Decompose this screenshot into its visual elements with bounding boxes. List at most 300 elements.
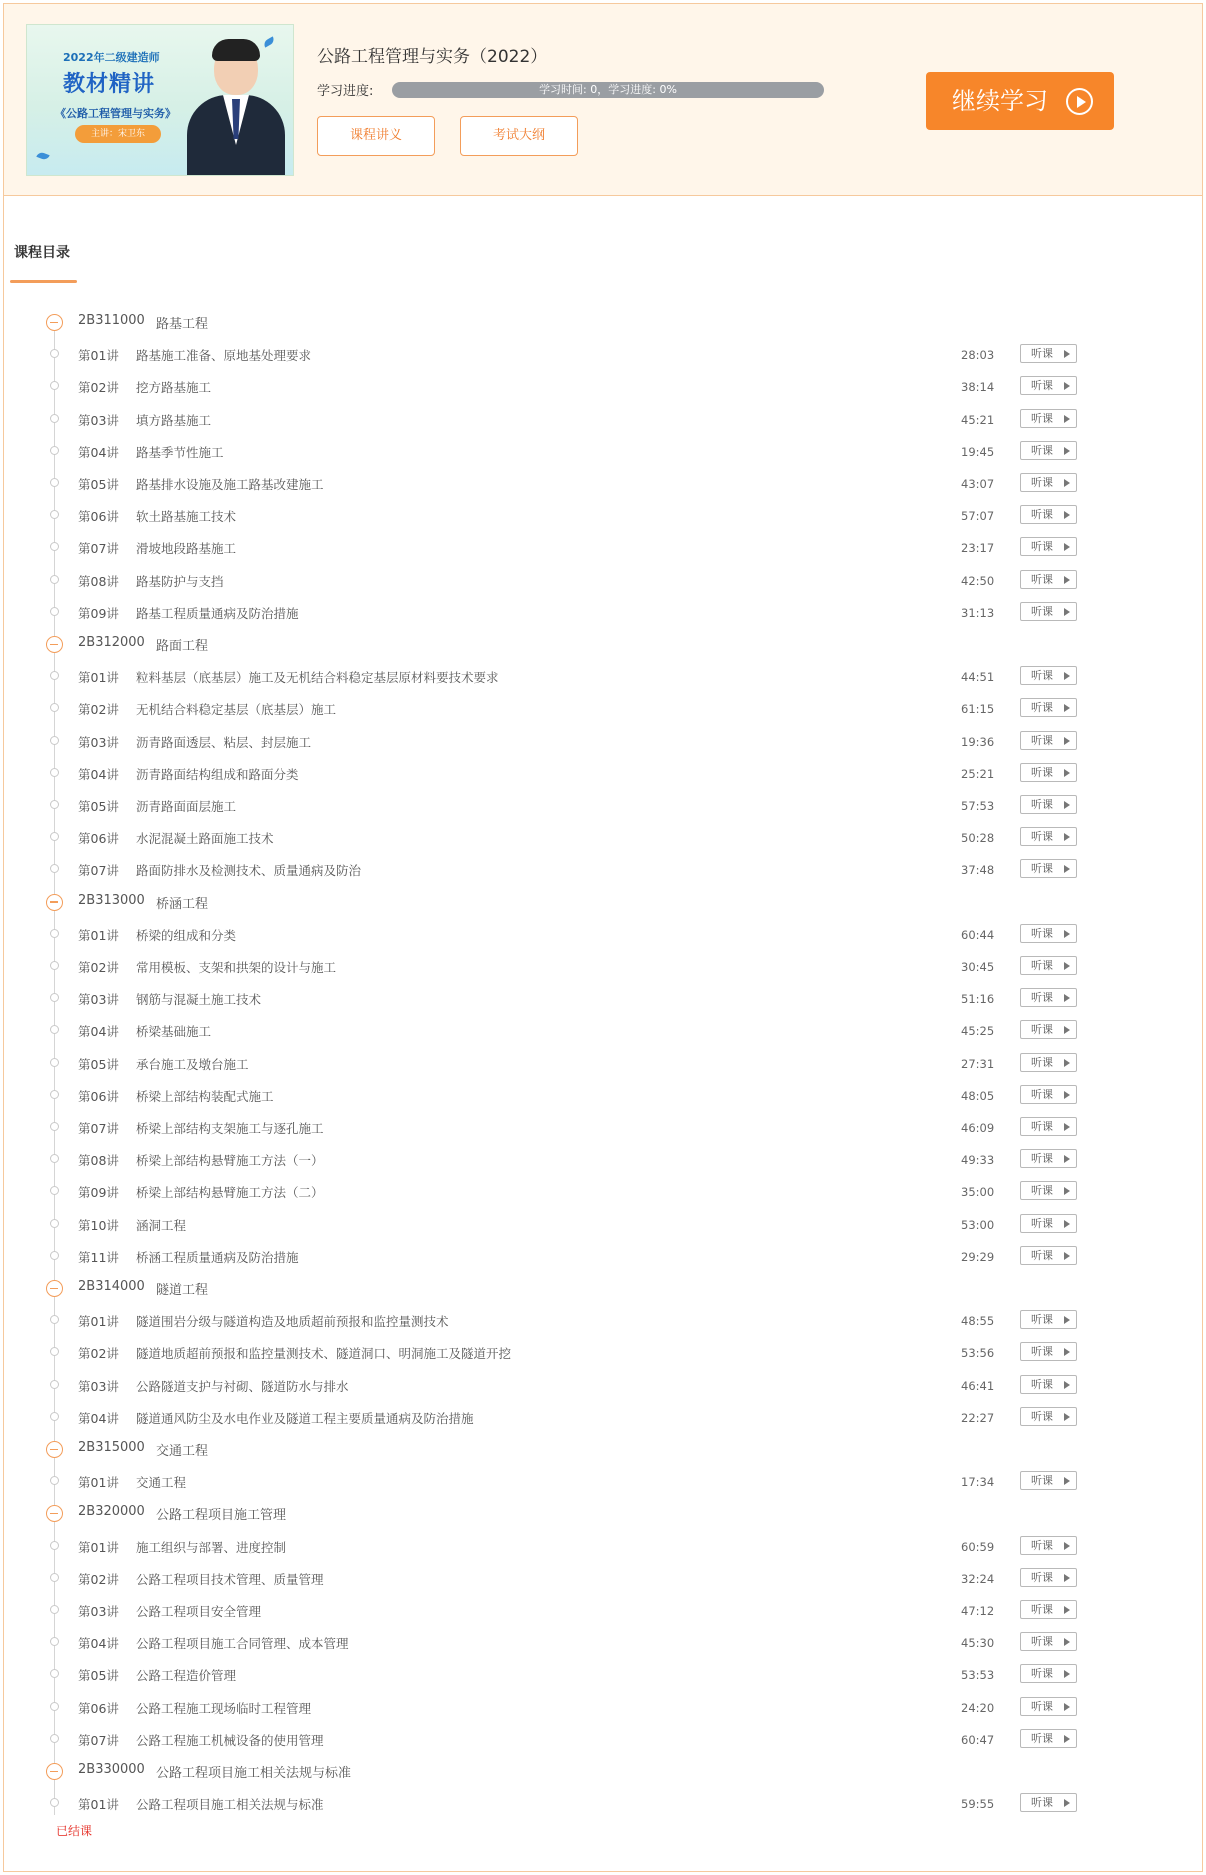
play-icon (1064, 1026, 1070, 1034)
listen-button-label: 听课 (1031, 1248, 1053, 1262)
chapter-row[interactable] (4, 1755, 1202, 1787)
play-icon (1064, 415, 1070, 423)
lesson-row (4, 1530, 1202, 1562)
collapse-icon[interactable] (46, 1441, 63, 1458)
listen-button[interactable] (1020, 1117, 1077, 1136)
listen-button[interactable] (1020, 1246, 1077, 1265)
listen-button[interactable] (1020, 827, 1077, 846)
play-icon (1064, 737, 1070, 745)
lesson-number: 第05讲 (78, 477, 119, 492)
listen-button[interactable] (1020, 1085, 1077, 1104)
lesson-node-icon (50, 349, 59, 358)
listen-button[interactable] (1020, 924, 1077, 943)
collapse-icon[interactable] (46, 636, 63, 653)
listen-button-label: 听课 (1031, 1635, 1053, 1649)
listen-button-label: 听课 (1031, 1603, 1053, 1616)
lesson-node-icon (50, 1186, 59, 1195)
lesson-title[interactable]: 沥青路面面层施工 (136, 799, 237, 814)
listen-button-label: 听课 (1031, 765, 1053, 779)
chapter-name: 交通工程 (156, 1444, 209, 1459)
lesson-row (4, 660, 1202, 692)
play-circle-icon (1066, 88, 1093, 115)
lesson-number: 第06讲 (78, 509, 119, 525)
lesson-duration: 49:33 (961, 1153, 995, 1168)
lesson-node-icon (50, 800, 59, 809)
lesson-title[interactable]: 隧道地质超前预报和监控量测技术、隧道洞口、明洞施工及隧道开挖 (136, 1346, 512, 1362)
lesson-node-icon (50, 575, 59, 584)
lesson-duration: 38:14 (961, 380, 995, 395)
play-icon (1064, 576, 1070, 584)
lesson-number: 第01讲 (78, 1539, 119, 1555)
lesson-node-icon (50, 1541, 59, 1550)
chapter-row[interactable] (4, 628, 1202, 660)
lesson-row (4, 1208, 1202, 1240)
lesson-row (4, 499, 1202, 531)
lesson-node-icon (50, 1315, 59, 1324)
listen-button[interactable] (1020, 1793, 1077, 1812)
listen-button[interactable] (1020, 1214, 1077, 1233)
lesson-title[interactable]: 交通工程 (136, 1475, 187, 1491)
lesson-node-icon (50, 1798, 59, 1807)
listen-button[interactable] (1020, 1568, 1077, 1587)
lesson-row (4, 1240, 1202, 1272)
listen-button-label: 听课 (1031, 604, 1053, 618)
lesson-number: 第01讲 (78, 670, 119, 686)
lesson-duration: 19:36 (961, 734, 995, 749)
listen-button[interactable] (1020, 1697, 1077, 1716)
lesson-title[interactable]: 滑坡地段路基施工 (136, 541, 237, 557)
exam-syllabus-button[interactable]: 考试大纲 (460, 116, 578, 156)
lesson-number: 第09讲 (78, 1185, 119, 1201)
play-icon (1064, 543, 1070, 551)
listen-button-label: 听课 (1031, 830, 1053, 844)
listen-button-label: 听课 (1031, 572, 1053, 586)
lesson-number: 第07讲 (78, 541, 119, 557)
lesson-node-icon (50, 1122, 59, 1131)
play-icon (1064, 1187, 1070, 1195)
lesson-title[interactable]: 公路工程项目施工相关法规与标准 (136, 1797, 324, 1813)
listen-button-label: 听课 (1031, 508, 1053, 522)
listen-button-label: 听课 (1031, 1474, 1053, 1488)
lesson-node-icon (50, 993, 59, 1002)
lesson-row (4, 596, 1202, 628)
continue-learning-button[interactable] (926, 72, 1114, 130)
listen-button[interactable] (1020, 1471, 1077, 1490)
lesson-duration: 50:28 (961, 831, 995, 846)
lesson-title[interactable]: 公路工程项目技术管理、质量管理 (136, 1571, 324, 1587)
lesson-row (4, 1658, 1202, 1690)
lesson-number: 第07讲 (78, 863, 119, 879)
cover-teacher-badge: 主讲：宋卫东 (75, 125, 161, 143)
lesson-duration: 42:50 (961, 573, 995, 588)
chapter-code: 2B320000 (78, 1504, 145, 1520)
lesson-title[interactable]: 承台施工及墩台施工 (136, 1056, 249, 1072)
listen-button[interactable] (1020, 602, 1077, 621)
lesson-number: 第09讲 (78, 605, 119, 621)
lesson-row (4, 531, 1202, 563)
lesson-duration: 24:20 (961, 1700, 995, 1715)
lesson-row (4, 982, 1202, 1014)
lesson-node-icon (50, 1412, 59, 1421)
lesson-duration: 57:53 (961, 799, 995, 813)
lesson-row (4, 467, 1202, 499)
lesson-number: 第07讲 (78, 1121, 119, 1136)
lesson-row (4, 789, 1202, 821)
chapter-name: 路基工程 (156, 317, 209, 332)
listen-button-label: 听课 (1031, 1377, 1053, 1391)
listen-button[interactable] (1020, 1536, 1077, 1555)
chapter-code: 2B315000 (78, 1440, 145, 1455)
course-cover-image (26, 24, 294, 176)
lesson-node-icon (50, 1025, 59, 1034)
lesson-row (4, 950, 1202, 982)
lesson-duration: 57:07 (961, 509, 995, 524)
continue-learning-label: 继续学习 (952, 87, 1048, 115)
listen-button[interactable] (1020, 473, 1077, 492)
listen-button-label: 听课 (1031, 669, 1053, 683)
lesson-node-icon (50, 1219, 59, 1228)
lesson-duration: 53:53 (961, 1668, 995, 1683)
collapse-icon[interactable] (46, 314, 63, 331)
progress-text: 学习时间: 0，学习进度: 0% (539, 83, 677, 96)
listen-button-label: 听课 (1031, 347, 1053, 361)
listen-button-label: 听课 (1031, 1731, 1053, 1745)
lesson-number: 第02讲 (78, 380, 119, 396)
lesson-number: 第06讲 (78, 1700, 119, 1716)
lesson-duration: 45:21 (961, 412, 995, 427)
listen-button-label: 听课 (1031, 926, 1053, 940)
lesson-node-icon (50, 1573, 59, 1582)
lesson-title[interactable]: 桥梁上部结构装配式施工 (136, 1088, 274, 1104)
listen-button-label: 听课 (1031, 443, 1053, 457)
lesson-title[interactable]: 路基施工准备、原地基处理要求 (136, 348, 312, 364)
listen-button-label: 听课 (1031, 959, 1053, 972)
listen-button-label: 听课 (1031, 1538, 1053, 1552)
listen-button-label: 听课 (1031, 798, 1053, 811)
listen-button[interactable] (1020, 441, 1077, 460)
listen-button[interactable] (1020, 763, 1077, 782)
play-icon (1064, 1638, 1070, 1646)
play-icon (1064, 1091, 1070, 1099)
lesson-node-icon (50, 1734, 59, 1743)
lesson-title[interactable]: 公路工程施工现场临时工程管理 (136, 1700, 312, 1716)
listen-button-label: 听课 (1031, 862, 1053, 876)
lesson-title[interactable]: 路基排水设施及施工路基改建施工 (136, 477, 324, 492)
play-icon (1064, 1703, 1070, 1711)
lesson-row (4, 1401, 1202, 1433)
lesson-title[interactable]: 填方路基施工 (136, 412, 212, 428)
lesson-title[interactable]: 路基工程质量通病及防治措施 (136, 605, 299, 621)
lesson-duration: 35:00 (961, 1185, 995, 1200)
chapter-row[interactable] (4, 306, 1202, 338)
lesson-duration: 44:51 (961, 670, 995, 685)
lesson-row (4, 1079, 1202, 1111)
lesson-title[interactable]: 无机结合料稳定基层（底基层）施工 (136, 702, 337, 718)
listen-button[interactable] (1020, 988, 1077, 1007)
lesson-title[interactable]: 桥涵工程质量通病及防治措施 (136, 1249, 299, 1265)
lesson-number: 第04讲 (78, 1636, 119, 1652)
lesson-title[interactable]: 公路工程项目施工合同管理、成本管理 (136, 1636, 349, 1652)
lesson-row (4, 821, 1202, 853)
listen-button[interactable] (1020, 344, 1077, 363)
listen-button-label: 听课 (1031, 1184, 1053, 1198)
collapse-icon[interactable] (46, 1505, 63, 1522)
lesson-duration: 60:59 (961, 1539, 995, 1554)
lesson-row (4, 435, 1202, 467)
lesson-title[interactable]: 沥青路面透层、粘层、封层施工 (136, 734, 312, 750)
play-icon (1064, 1348, 1070, 1356)
lesson-duration: 60:44 (961, 927, 995, 942)
lesson-node-icon (50, 929, 59, 938)
play-icon (1064, 1606, 1070, 1614)
lesson-title[interactable]: 桥梁上部结构悬臂施工方法（二） (136, 1185, 324, 1201)
lesson-duration: 46:09 (961, 1121, 995, 1135)
listen-button-label: 听课 (1031, 1023, 1053, 1037)
lesson-row (4, 1465, 1202, 1497)
listen-button[interactable] (1020, 1342, 1077, 1361)
listen-button[interactable] (1020, 1181, 1077, 1200)
lesson-title[interactable]: 路基季节性施工 (136, 444, 224, 460)
listen-button-label: 听课 (1031, 1345, 1053, 1359)
lesson-row (4, 1175, 1202, 1207)
lesson-row (4, 403, 1202, 435)
play-icon (1064, 865, 1070, 873)
lesson-duration: 23:17 (961, 541, 995, 556)
lesson-title[interactable]: 施工组织与部署、进度控制 (136, 1539, 287, 1555)
lesson-number: 第04讲 (78, 444, 119, 460)
lesson-title[interactable]: 桥梁上部结构支架施工与逐孔施工 (136, 1121, 324, 1136)
play-icon (1064, 994, 1070, 1002)
progress-bar (392, 82, 824, 98)
listen-button[interactable] (1020, 795, 1077, 814)
listen-button[interactable] (1020, 1600, 1077, 1619)
lesson-title[interactable]: 粒料基层（底基层）施工及无机结合料稳定基层原材料要技术要求 (136, 670, 499, 686)
lesson-row (4, 1723, 1202, 1755)
lesson-duration: 19:45 (961, 444, 995, 459)
listen-button-label: 听课 (1031, 733, 1053, 747)
lesson-number: 第08讲 (78, 1153, 119, 1169)
listen-button-label: 听课 (1031, 1216, 1053, 1230)
lesson-title[interactable]: 钢筋与混凝土施工技术 (136, 992, 262, 1008)
lesson-duration: 37:48 (961, 863, 995, 878)
play-icon (1064, 1316, 1070, 1324)
listen-button[interactable] (1020, 1375, 1077, 1394)
lesson-number: 第06讲 (78, 831, 119, 847)
course-end-status: 已结课 (56, 1824, 93, 1838)
listen-button[interactable] (1020, 1664, 1077, 1683)
lesson-number: 第08讲 (78, 573, 119, 589)
lesson-number: 第03讲 (78, 1604, 119, 1619)
lesson-row (4, 1047, 1202, 1079)
lesson-node-icon (50, 1090, 59, 1099)
lesson-node-icon (50, 381, 59, 390)
lesson-row (4, 1787, 1202, 1819)
lesson-number: 第02讲 (78, 1346, 119, 1362)
listen-button-label: 听课 (1031, 1055, 1053, 1069)
listen-button[interactable] (1020, 859, 1077, 878)
lesson-duration: 45:25 (961, 1024, 995, 1039)
lesson-duration: 30:45 (961, 960, 995, 974)
lesson-row (4, 1143, 1202, 1175)
lesson-title[interactable]: 桥梁上部结构悬臂施工方法（一） (136, 1153, 324, 1169)
lesson-node-icon (50, 1669, 59, 1678)
listen-button[interactable] (1020, 1310, 1077, 1329)
play-icon (1064, 350, 1070, 358)
listen-button-label: 听课 (1031, 1796, 1053, 1810)
lesson-number: 第03讲 (78, 992, 119, 1008)
lesson-row (4, 692, 1202, 724)
play-icon (1064, 1123, 1070, 1131)
chapter-row[interactable] (4, 1272, 1202, 1304)
lesson-title[interactable]: 公路工程项目安全管理 (136, 1604, 262, 1619)
play-icon (1064, 801, 1070, 809)
chapter-code: 2B313000 (78, 892, 145, 908)
lesson-row (4, 918, 1202, 950)
chapter-code: 2B314000 (78, 1279, 145, 1294)
chapter-row[interactable] (4, 886, 1202, 918)
listen-button[interactable] (1020, 1407, 1077, 1426)
lesson-row (4, 1111, 1202, 1143)
listen-button[interactable] (1020, 1149, 1077, 1168)
course-notes-button[interactable]: 课程讲义 (317, 116, 435, 156)
lesson-node-icon (50, 1380, 59, 1389)
lesson-row (4, 853, 1202, 885)
lesson-title[interactable]: 桥梁的组成和分类 (136, 927, 237, 943)
play-icon (1064, 479, 1070, 487)
lesson-title[interactable]: 常用模板、支架和拱架的设计与施工 (136, 960, 337, 975)
lesson-node-icon (50, 1605, 59, 1614)
listen-button[interactable] (1020, 956, 1077, 975)
lesson-node-icon (50, 671, 59, 680)
chapter-code: 2B312000 (78, 635, 145, 650)
lesson-node-icon (50, 1058, 59, 1067)
tab-course-catalog[interactable]: 课程目录 (14, 245, 70, 261)
chapter-row[interactable] (4, 1433, 1202, 1465)
play-icon (1064, 1413, 1070, 1421)
lesson-duration: 22:27 (961, 1410, 995, 1425)
lesson-node-icon (50, 1637, 59, 1646)
play-icon (1064, 1220, 1070, 1228)
lesson-title[interactable]: 路基防护与支挡 (136, 573, 224, 589)
lesson-node-icon (50, 510, 59, 519)
play-icon (1064, 704, 1070, 712)
listen-button[interactable] (1020, 376, 1077, 395)
chapter-name: 公路工程项目施工管理 (156, 1508, 287, 1524)
listen-button[interactable] (1020, 731, 1077, 750)
lesson-title[interactable]: 公路工程施工机械设备的使用管理 (136, 1732, 324, 1748)
play-icon (1064, 447, 1070, 455)
lesson-row (4, 1304, 1202, 1336)
lesson-node-icon (50, 1251, 59, 1260)
lesson-number: 第01讲 (78, 927, 119, 943)
listen-button-label: 听课 (1031, 476, 1053, 489)
listen-button[interactable] (1020, 1632, 1077, 1651)
play-icon (1064, 1799, 1070, 1807)
listen-button-label: 听课 (1031, 1152, 1053, 1166)
lesson-node-icon (50, 1476, 59, 1485)
listen-button[interactable] (1020, 505, 1077, 524)
collapse-icon[interactable] (46, 894, 63, 911)
lesson-title[interactable]: 沥青路面结构组成和路面分类 (136, 766, 299, 782)
listen-button[interactable] (1020, 698, 1077, 717)
lesson-number: 第02讲 (78, 960, 119, 975)
lesson-node-icon (50, 1347, 59, 1356)
lesson-title[interactable]: 隧道通风防尘及水电作业及隧道工程主要质量通病及防治措施 (136, 1410, 474, 1426)
play-icon (1064, 511, 1070, 519)
lesson-title[interactable]: 隧道围岩分级与隧道构造及地质超前预报和监控量测技术 (136, 1314, 449, 1330)
lesson-duration: 27:31 (961, 1056, 995, 1071)
listen-button-label: 听课 (1031, 701, 1053, 715)
collapse-icon[interactable] (46, 1280, 63, 1297)
listen-button[interactable] (1020, 666, 1077, 685)
lesson-number: 第01讲 (78, 1475, 119, 1491)
listen-button-label: 听课 (1031, 411, 1053, 425)
listen-button[interactable] (1020, 409, 1077, 428)
lesson-duration: 25:21 (961, 766, 995, 781)
lesson-duration: 61:15 (961, 702, 995, 717)
play-icon (1064, 833, 1070, 841)
cover-year-line: 2022年二级建造师 (63, 51, 160, 64)
lesson-title[interactable]: 挖方路基施工 (136, 380, 212, 396)
listen-button[interactable] (1020, 570, 1077, 589)
play-icon (1064, 1735, 1070, 1743)
lesson-title[interactable]: 公路工程造价管理 (136, 1668, 237, 1684)
lesson-row (4, 1014, 1202, 1046)
listen-button[interactable] (1020, 1020, 1077, 1039)
lesson-row (4, 1626, 1202, 1658)
lesson-number: 第03讲 (78, 734, 119, 750)
lesson-duration: 45:30 (961, 1636, 995, 1651)
lesson-node-icon (50, 768, 59, 777)
play-icon (1064, 382, 1070, 390)
lesson-duration: 51:16 (961, 992, 995, 1007)
listen-button-label: 听课 (1031, 1409, 1053, 1423)
course-page (3, 3, 1203, 1872)
lesson-duration: 32:24 (961, 1571, 995, 1586)
lesson-title[interactable]: 桥梁基础施工 (136, 1024, 212, 1040)
lesson-node-icon (50, 736, 59, 745)
listen-button-label: 听课 (1031, 991, 1053, 1005)
collapse-icon[interactable] (46, 1763, 63, 1780)
chapter-row[interactable] (4, 1497, 1202, 1529)
lesson-title[interactable]: 水泥混凝土路面施工技术 (136, 831, 274, 847)
tab-active-indicator (10, 280, 77, 283)
chapter-code: 2B311000 (78, 313, 145, 328)
listen-button-label: 听课 (1031, 1313, 1053, 1327)
listen-button-label: 听课 (1031, 1699, 1053, 1713)
lesson-title[interactable]: 公路隧道支护与衬砌、隧道防水与排水 (136, 1378, 349, 1394)
lesson-duration: 53:56 (961, 1346, 995, 1361)
play-icon (1064, 1670, 1070, 1678)
lesson-title[interactable]: 路面防排水及检测技术、质量通病及防治 (136, 863, 362, 879)
play-icon (1064, 1574, 1070, 1582)
listen-button[interactable] (1020, 1053, 1077, 1072)
lesson-number: 第11讲 (78, 1249, 119, 1265)
lesson-duration: 17:34 (961, 1475, 995, 1490)
chapter-name: 桥涵工程 (156, 896, 209, 912)
listen-button[interactable] (1020, 1729, 1077, 1748)
listen-button[interactable] (1020, 537, 1077, 556)
lesson-row (4, 338, 1202, 370)
lesson-node-icon (50, 607, 59, 616)
lesson-number: 第04讲 (78, 1024, 119, 1040)
chapter-name: 路面工程 (156, 639, 209, 654)
lesson-duration: 43:07 (961, 477, 995, 491)
lesson-duration: 48:55 (961, 1314, 995, 1329)
lesson-title[interactable]: 涵洞工程 (136, 1217, 187, 1233)
lesson-title[interactable]: 软土路基施工技术 (136, 509, 237, 525)
lesson-node-icon (50, 446, 59, 455)
